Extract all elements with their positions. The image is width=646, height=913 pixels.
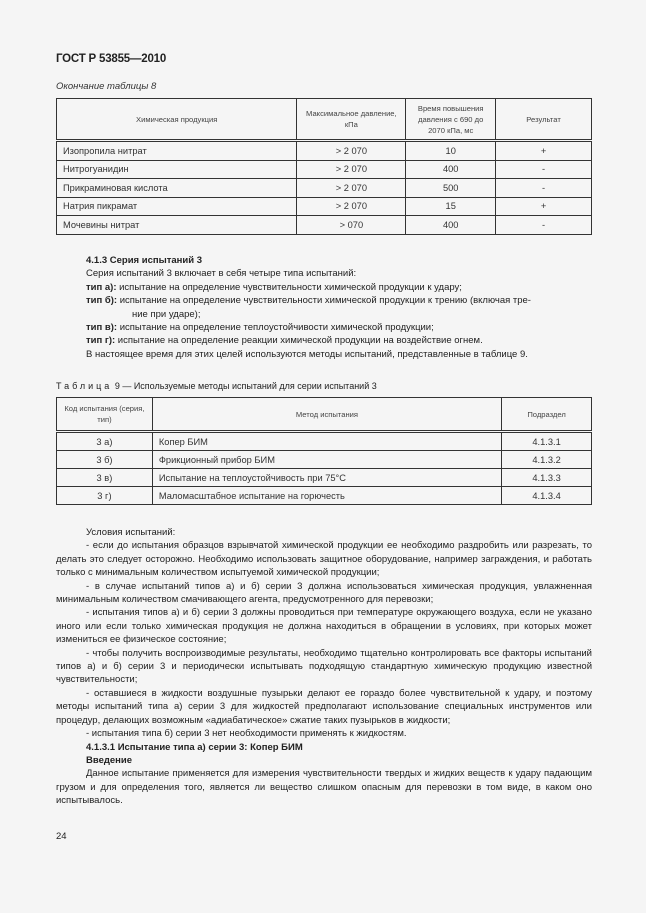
condition-item: - испытания типа б) серии 3 нет необходимости применять к жидкостям.	[86, 728, 407, 740]
cell-subsection: 4.1.3.2	[502, 451, 592, 469]
table-title: 9 — Используемые методы испытаний для серии испытаний 3	[114, 381, 377, 391]
type-text: испытание на определение чувствительности химической продукции к удару;	[119, 281, 462, 293]
type-key: тип г):	[86, 335, 116, 347]
cell-subsection: 4.1.3.4	[502, 487, 592, 505]
cell-code: 3 а)	[57, 432, 153, 451]
condition-item: - в случае испытаний типов а) и б) серии 3 должна использоваться химическая продукция, увлажненная минимальным количеством смачивающего агента, предусмотренного для перевозки;	[56, 580, 592, 606]
column-header: Время повышения давления с 690 до 2070 кПа, мс	[406, 99, 496, 141]
subsection-heading: 4.1.3.1 Испытание типа а) серии 3: Копер БИМ	[86, 741, 303, 753]
cell-result: -	[496, 216, 592, 235]
cell-time: 400	[406, 160, 496, 179]
table-row	[57, 469, 592, 487]
type-key: тип б):	[86, 295, 118, 307]
cell-subsection: 4.1.3.3	[502, 469, 592, 487]
type-text: испытание на определение реакции химической продукции на воздействие огнем.	[117, 335, 483, 347]
column-header: Максимальное давление, кПа	[297, 99, 406, 141]
section-4-1-3	[56, 254, 592, 361]
cell-method: Копер БИМ	[152, 432, 501, 451]
table-row	[57, 451, 592, 469]
cell-result: +	[496, 197, 592, 216]
cell-subsection: 4.1.3.1	[502, 432, 592, 451]
table-9	[56, 397, 592, 505]
subsection-text: Данное испытание применяется для измерения чувствительности твердых и жидких веществ к удару падающим грузом и для определения того, является ли вещество слишком опасным для перевозки в том виде, в каком оно испытывалось.	[56, 768, 592, 807]
table-label: Таблица	[56, 381, 113, 391]
table9-caption	[56, 381, 377, 391]
cell-code: 3 в)	[57, 469, 153, 487]
column-header: Код испытания (серия, тип)	[57, 398, 153, 432]
type-item	[56, 281, 592, 294]
cell-product: Прикраминовая кислота	[57, 179, 297, 198]
type-key: тип а):	[86, 281, 117, 293]
table-row	[57, 487, 592, 505]
condition-item: - если до испытания образцов взрывчатой химической продукции ее необходимо раздробить или разрезать, то делать это следует осторожно. Необходимо использовать защитное оборудование, например заграждения, и работать только с минимальным количеством испытуемой химической продукции;	[56, 540, 592, 579]
table-row	[57, 432, 592, 451]
type-text: испытание на определение чувствительности химической продукции к трению (включая тре-	[119, 295, 531, 307]
section-heading: 4.1.3 Серия испытаний 3	[86, 255, 202, 266]
cell-time: 500	[406, 179, 496, 198]
column-header: Химическая продукция	[57, 99, 297, 141]
conditions-section	[56, 526, 592, 808]
table-8	[56, 98, 592, 235]
cell-result: -	[496, 160, 592, 179]
condition-item: - испытания типов а) и б) серии 3 должны проводиться при температуре окружающего воздуха, если не указано иного или если только химическая продукция не должна находиться в обращении в условиях, при которых может измениться ее физическое состояние;	[56, 607, 592, 646]
page-number: 24	[56, 831, 67, 842]
table-row	[57, 160, 592, 179]
cell-time: 10	[406, 141, 496, 161]
cell-code: 3 б)	[57, 451, 153, 469]
table-row	[57, 179, 592, 198]
cell-pressure: > 070	[297, 216, 406, 235]
document-header: ГОСТ Р 53855—2010	[56, 53, 167, 65]
cell-code: 3 г)	[57, 487, 153, 505]
table-row	[57, 141, 592, 161]
cell-time: 15	[406, 197, 496, 216]
table-row	[57, 197, 592, 216]
cell-method: Фрикционный прибор БИМ	[152, 451, 501, 469]
column-header: Результат	[496, 99, 592, 141]
section-closing: В настоящее время для этих целей используются методы испытаний, представленные в таблице 9.	[86, 348, 528, 360]
type-key: тип в):	[86, 322, 118, 334]
column-header: Метод испытания	[152, 398, 501, 432]
table-row	[57, 216, 592, 235]
condition-item: - чтобы получить воспроизводимые результаты, необходимо тщательно контролировать все факторы испытаний типов а) и б) серии 3 и периодически испытывать подходящую стандартную химическую продукцию известной чувствительности;	[56, 647, 592, 686]
conditions-title: Условия испытаний:	[86, 527, 176, 538]
column-header: Подраздел	[502, 398, 592, 432]
cell-pressure: > 2 070	[297, 179, 406, 198]
subsection-subheading: Введение	[86, 754, 133, 766]
condition-item: - оставшиеся в жидкости воздушные пузырьки делают ее гораздо более чувствительной к удару, и поэтому методы испытаний типа а) серии 3 для жидкостей предполагают использование специальных инструментов или процедур, делающих возможным «адиабатическое» сжатие таких пузырьков в жидкости;	[56, 687, 592, 726]
cell-pressure: > 2 070	[297, 160, 406, 179]
type-text: испытание на определение теплоустойчивости химической продукции;	[119, 322, 434, 334]
section-intro: Серия испытаний 3 включает в себя четыре типа испытаний:	[86, 268, 357, 280]
type-item	[56, 334, 592, 347]
cell-product: Мочевины нитрат	[57, 216, 297, 235]
cell-product: Натрия пикрамат	[57, 197, 297, 216]
table8-caption: Окончание таблицы 8	[56, 81, 157, 92]
type-continuation: ние при ударе);	[132, 308, 201, 320]
type-item	[56, 321, 592, 334]
cell-result: -	[496, 179, 592, 198]
type-item	[56, 294, 592, 307]
cell-time: 400	[406, 216, 496, 235]
cell-pressure: > 2 070	[297, 197, 406, 216]
cell-method: Маломасштабное испытание на горючесть	[152, 487, 501, 505]
cell-result: +	[496, 141, 592, 161]
cell-product: Нитрогуанидин	[57, 160, 297, 179]
cell-product: Изопропила нитрат	[57, 141, 297, 161]
cell-method: Испытание на теплоустойчивость при 75°С	[152, 469, 501, 487]
cell-pressure: > 2 070	[297, 141, 406, 161]
